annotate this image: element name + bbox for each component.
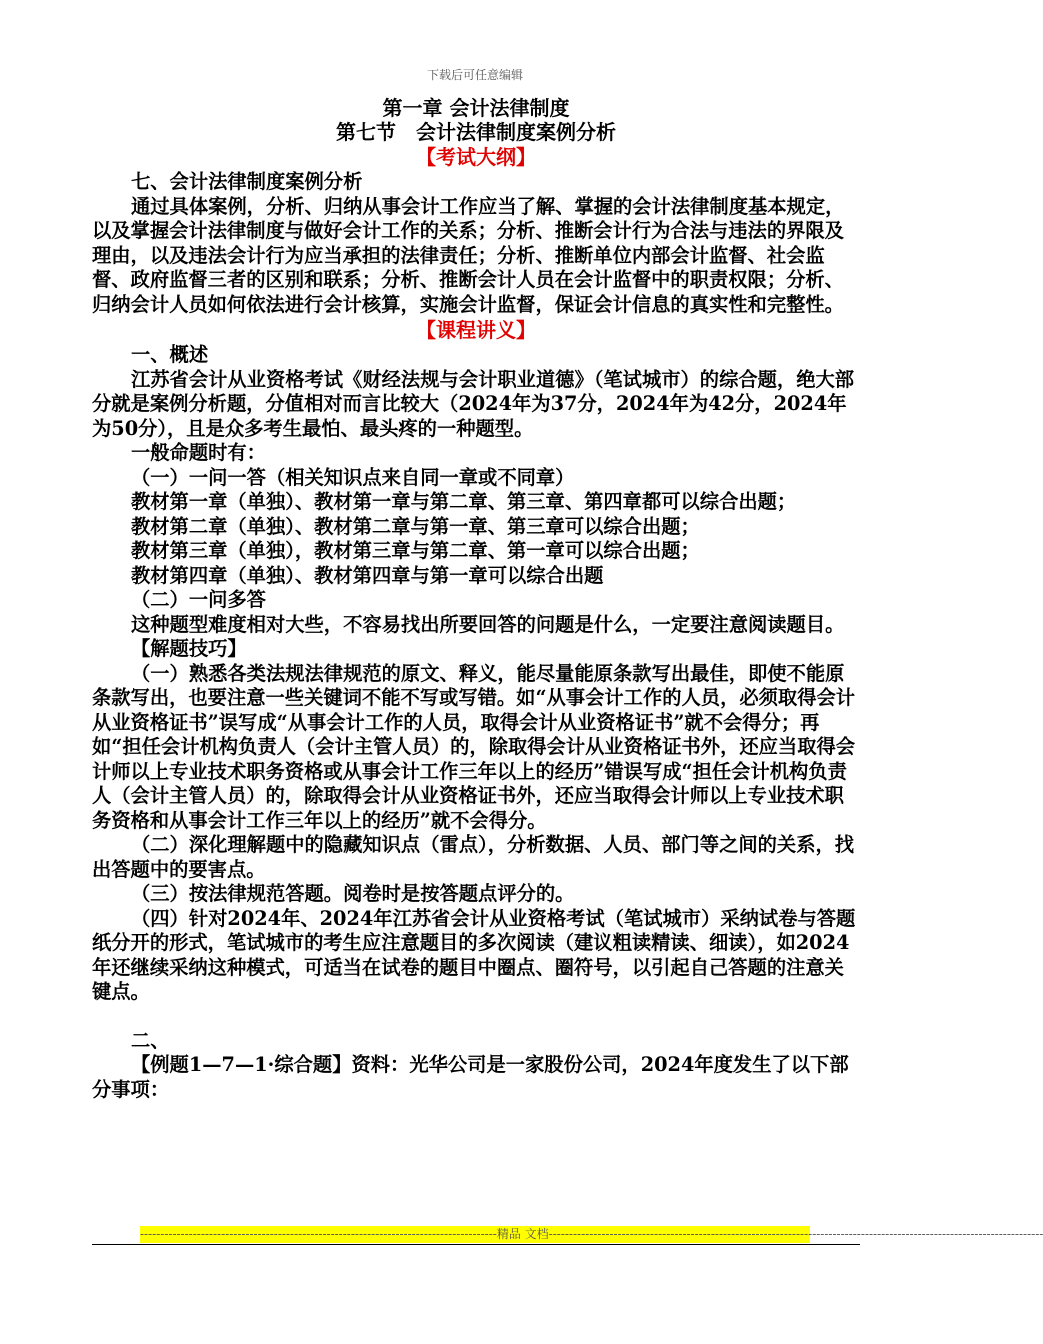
outline-item: 七、会计法律制度案例分析 <box>131 170 363 193</box>
tip-paragraph: （二）深化理解题中的隐藏知识点（雷点），分析数据、人员、部门等之间的关系，找出答题中的要害点。 <box>92 833 855 881</box>
lecture-heading: 【课程讲义】 <box>416 318 536 342</box>
paragraph: （一）一问一答（相关知识点来自同一章或不同章） <box>131 465 575 489</box>
spacer <box>92 1005 860 1029</box>
footer-banner <box>140 1226 1043 1243</box>
paragraph: 江苏省会计从业资格考试《财经法规与会计职业道德》（笔试城市）的综合题，绝大部分就是案例分析题，分值相对而言比较大（2024年为37分，2024年为42分，2024年为50分），且是众多考生最怕、最头疼的一种题型。 <box>92 367 855 440</box>
document-body <box>92 96 860 1102</box>
tip-paragraph: （三）按法律规范答题。阅卷时是按答题点评分的。 <box>131 882 575 905</box>
footer-label: 精品 文档 <box>496 1227 549 1241</box>
example-paragraph: 【例题1—7—1·综合题】资料：光华公司是一家股份公司，2024年度发生了以下部分事项： <box>92 1053 849 1101</box>
footer-dashes-left: ---------------------------------------------------------------------------------------- <box>140 1227 497 1241</box>
outline-heading: 【考试大纲】 <box>416 145 536 169</box>
paragraph: 教材第四章（单独）、教材第四章与第一章可以综合出题 <box>131 563 604 587</box>
paragraph: （二）一问多答 <box>131 588 266 611</box>
page-header-note: 下载后可任意编辑 <box>426 68 523 82</box>
tip-paragraph: （四）针对2024年、2024年江苏省会计从业资格考试（笔试城市）采纳试卷与答题纸分开的形式，笔试城市的考生应注意题目的多次阅读（建议粗读精读、细读），如2024年还继续采纳这种模式，可适当在试卷的题目中圈点、圈符号，以引起自己答题的注意关键点。 <box>92 906 856 1003</box>
footer-rule <box>92 1244 860 1245</box>
paragraph: 一般命题时有： <box>131 441 266 464</box>
overview-title: 一、概述 <box>131 343 209 366</box>
section-title: 第七节 会计法律制度案例分析 <box>336 120 616 144</box>
section-two-title: 二、 <box>131 1028 170 1052</box>
footer-dashes-right: -------------------------------------------------------------------------------------------------------------------------- <box>548 1227 1043 1241</box>
paragraph: 教材第三章（单独），教材第三章与第二章、第一章可以综合出题； <box>131 539 700 562</box>
paragraph: 教材第一章（单独）、教材第一章与第二章、第三章、第四章都可以综合出题； <box>131 490 797 513</box>
tips-title: 【解题技巧】 <box>131 637 247 660</box>
tip-paragraph: （一）熟悉各类法规法律规范的原文、释义，能尽量能原条款写出最佳，即使不能原条款写出，也要注意一些关键词不能不写或写错。如“从事会计工作的人员，必须取得会计从业资格证书”误写成“从事会计工作的人员，取得会计从业资格证书”就不会得分；再如“担任会计机构负责人（会计主管人员）的，除取得会计从业资格证书外，还应当取得会计师以上专业技术职务资格或从事会计工作三年以上的经历”错误写成“担任会计机构负责人（会计主管人员）的，除取得会计从业资格证书外，还应当取得会计师以上专业技术职务资格和从事会计工作三年以上的经历”就不会得分。 <box>92 661 856 832</box>
paragraph: 教材第二章（单独）、教材第二章与第一章、第三章可以综合出题； <box>131 514 700 538</box>
outline-text: 通过具体案例，分析、归纳从事会计工作应当了解、掌握的会计法律制度基本规定，以及掌握会计法律制度与做好会计工作的关系；分析、推断会计行为合法与违法的界限及理由，以及违法会计行为应当承担的法律责任；分析、推断单位内部会计监督、社会监督、政府监督三者的区别和联系；分析、推断会计人员在会计监督中的职责权限；分析、归纳会计人员如何依法进行会计核算，实施会计监督，保证会计信息的真实性和完整性。 <box>92 194 845 316</box>
paragraph: 这种题型难度相对大些，不容易找出所要回答的问题是什么，一定要注意阅读题目。 <box>131 612 845 636</box>
chapter-title: 第一章 会计法律制度 <box>382 96 570 120</box>
